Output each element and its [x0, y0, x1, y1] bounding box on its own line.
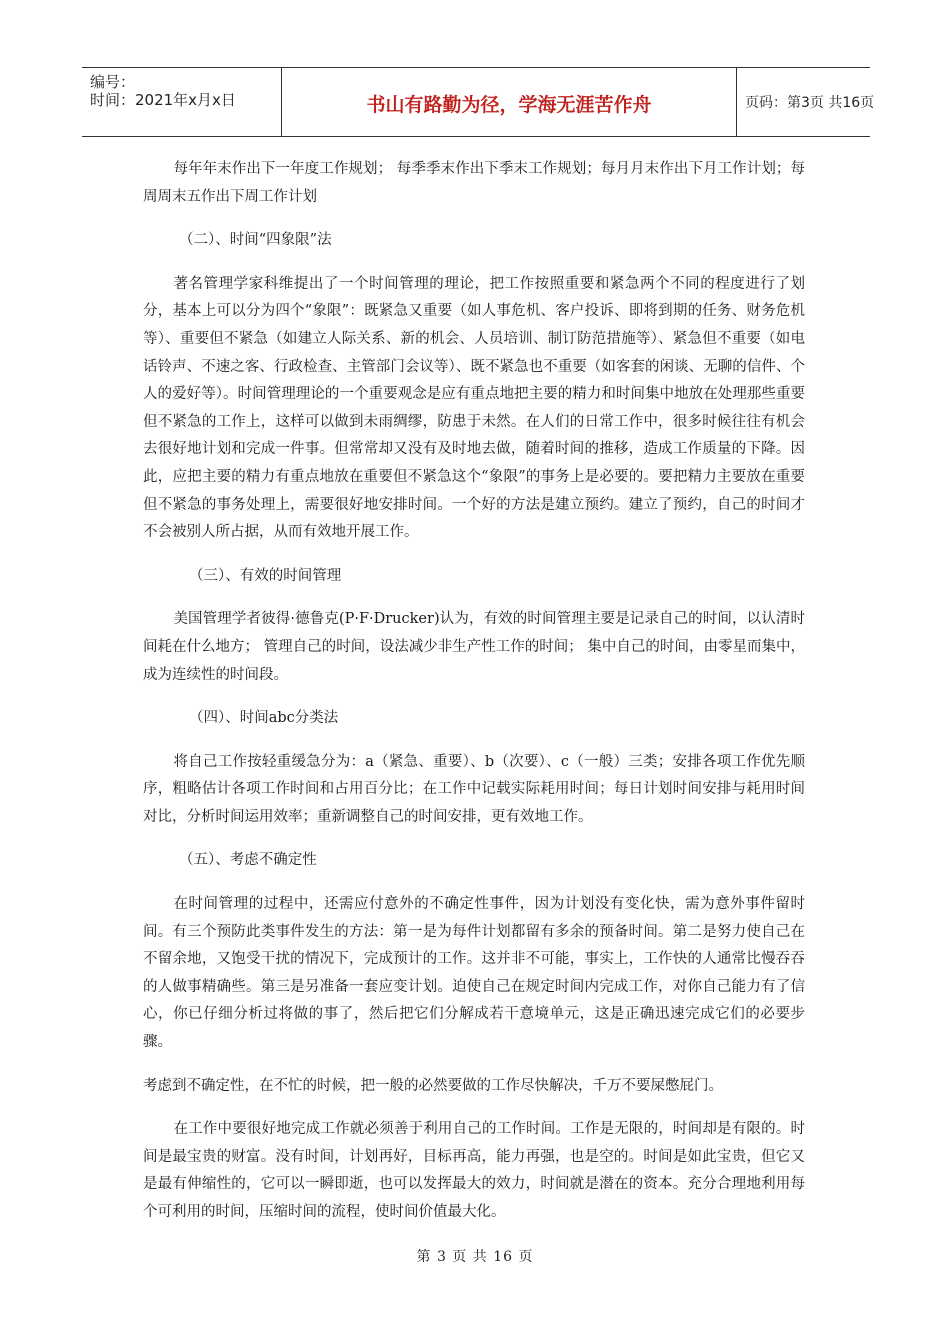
section-heading-abc: （四）、时间abc分类法: [189, 710, 339, 727]
page-header: [82, 67, 875, 137]
document-date-label: 时间：2021年x月x日: [90, 91, 236, 109]
section-heading-uncertainty: （五）、考虑不确定性: [179, 852, 317, 869]
header-motto-cell: [282, 68, 737, 136]
page-footer: 第 3 页 共 16 页: [416, 1249, 534, 1265]
header-page-info: 页码：第3页 共16页: [745, 95, 875, 111]
paragraph-four-quadrants: 著名管理学家科维提出了一个时间管理的理论，把工作按照重要和紧急两个不同的程度进行了划分，基本上可以分为四个“象限”：既紧急又重要（如人事危机、客户投诉、即将到期的任务、财务危机等）、重要但不紧急（如建立人际关系、新的机会、人员培训、制订防范措施等）、紧急但不重要（如电话铃声、不速之客、行政检查、主管部门会议等）、既不紧急也不重要（如客套的闲谈、无聊的信件、个人的爱好等）。时间管理理论的一个重要观念是应有重点地把主要的精力和时间集中地放在处理那些重要但不紧急的工作上，这样可以做到未雨绸缪，防患于未然。在人们的日常工作中，很多时候往往有机会去很好地计划和完成一件事。但常常却又没有及时地去做，随着时间的推移，造成工作质量的下降。因此，应把主要的精力有重点地放在重要但不紧急这个“象限”的事务上是必要的。要把精力主要放在重要但不紧急的事务处理上，需要很好地安排时间。一个好的方法是建立预约。建立了预约，自己的时间才不会被别人所占据，从而有效地开展工作。: [143, 275, 805, 541]
paragraph-uncertainty-note: 考虑到不确定性，在不忙的时候，把一般的必然要做的工作尽快解决，千万不要屎憋屁门。: [143, 1077, 723, 1094]
section-heading-effective-time: （三）、有效的时间管理: [189, 567, 342, 584]
document-body: [143, 156, 805, 1227]
paragraph-conclusion: 在工作中要很好地完成工作就必须善于利用自己的工作时间。工作是无限的，时间却是有限的。时间是最宝贵的财富。没有时间，计划再好，目标再高，能力再强，也是空的。时间是如此宝贵，但它又是最有伸缩性的，它可以一瞬即逝，也可以发挥最大的效力，时间就是潜在的资本。充分合理地利用每个可利用的时间，压缩时间的流程，使时间价值最大化。: [143, 1121, 805, 1220]
paragraph-effective-time: 美国管理学者彼得·德鲁克(P·F·Drucker)认为，有效的时间管理主要是记录自己的时间，以认清时间耗在什么地方； 管理自己的时间，设法减少非生产性工作的时间； 集中自己的时间，由零星而集中，成为连续性的时间段。: [143, 611, 805, 683]
header-page-cell: [737, 68, 875, 136]
paragraph-abc: 将自己工作按轻重缓急分为：a（紧急、重要）、b（次要）、c（一般）三类；安排各项工作优先顺序，粗略估计各项工作时间和占用百分比；在工作中记载实际耗用时间；每日计划时间安排与耗用时间对比，分析时间运用效率；重新调整自己的时间安排，更有效地工作。: [143, 753, 805, 825]
section-heading-four-quadrants: （二）、时间“四象限”法: [179, 232, 332, 249]
header-meta-cell: [82, 68, 282, 136]
document-number-label: 编号：: [90, 73, 136, 91]
paragraph-planning: 每年年末作出下一年度工作规划； 每季季末作出下季末工作规划；每月月末作出下月工作计划；每周周末五作出下周工作计划: [143, 161, 805, 205]
header-motto: 书山有路勤为径，学海无涯苦作舟: [366, 94, 652, 116]
paragraph-uncertainty: 在时间管理的过程中，还需应付意外的不确定性事件，因为计划没有变化快，需为意外事件留时间。有三个预防此类事件发生的方法：第一是为每件计划都留有多余的预备时间。第二是努力使自己在不留余地，又饱受干扰的情况下，完成预计的工作。这并非不可能，事实上，工作快的人通常比慢吞吞的人做事精确些。第三是另准备一套应变计划。迫使自己在规定时间内完成工作，对你自己能力有了信心，你已仔细分析过将做的事了，然后把它们分解成若干意境单元，这是正确迅速完成它们的必要步骤。: [143, 896, 805, 1051]
